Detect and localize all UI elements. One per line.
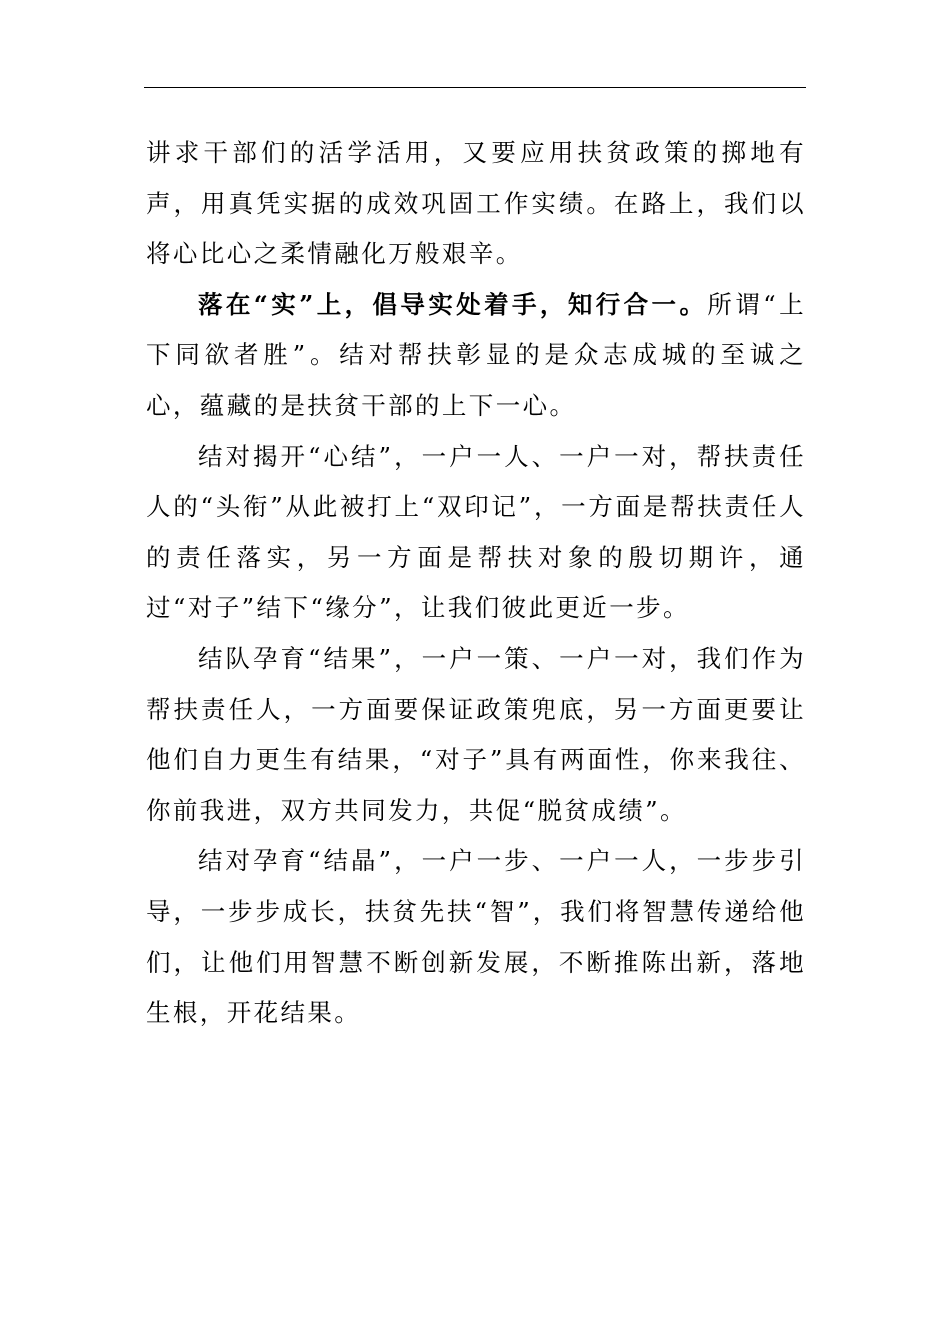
paragraph-1-text: 讲求干部们的活学活用，又要应用扶贫政策的掷地有声，用真凭实据的成效巩固工作实绩。在路上，我们以将心比心之柔情融化万般艰辛。 (146, 138, 806, 269)
paragraph-5-text: 结对孕育“结晶”，一户一步、一户一人，一步步引导，一步步成长，扶贫先扶“智”，我们将智慧传递给他们，让他们用智慧不断创新发展，不断推陈出新，落地生根，开花结果。 (146, 846, 806, 1028)
paragraph-3 (146, 432, 806, 634)
paragraph-5 (146, 836, 806, 1038)
paragraph-3-text: 结对揭开“心结”，一户一人、一户一对，帮扶责任人的“头衔”从此被打上“双印记”，一方面是帮扶责任人的责任落实，另一方面是帮扶对象的殷切期许，通过“对子”结下“缘分”，让我们彼此更近一步。 (146, 441, 806, 623)
paragraph-4 (146, 634, 806, 836)
paragraph-2-lead: 落在“实”上，倡导实处着手，知行合一。 (198, 289, 708, 319)
header-rule (144, 87, 806, 88)
paragraph-4-text: 结队孕育“结果”，一户一策、一户一对，我们作为帮扶责任人，一方面要保证政策兜底，另一方面更要让他们自力更生有结果，“对子”具有两面性，你来我往、你前我进，双方共同发力，共促“脱贫成绩”。 (146, 643, 806, 825)
paragraph-1 (146, 128, 806, 280)
paragraph-2-text: 所谓“上下同欲者胜”。结对帮扶彰显的是众志成城的至诚之心，蕴藏的是扶贫干部的上下一心。 (146, 289, 806, 420)
paragraph-2 (146, 280, 806, 432)
body-text (146, 128, 806, 1039)
